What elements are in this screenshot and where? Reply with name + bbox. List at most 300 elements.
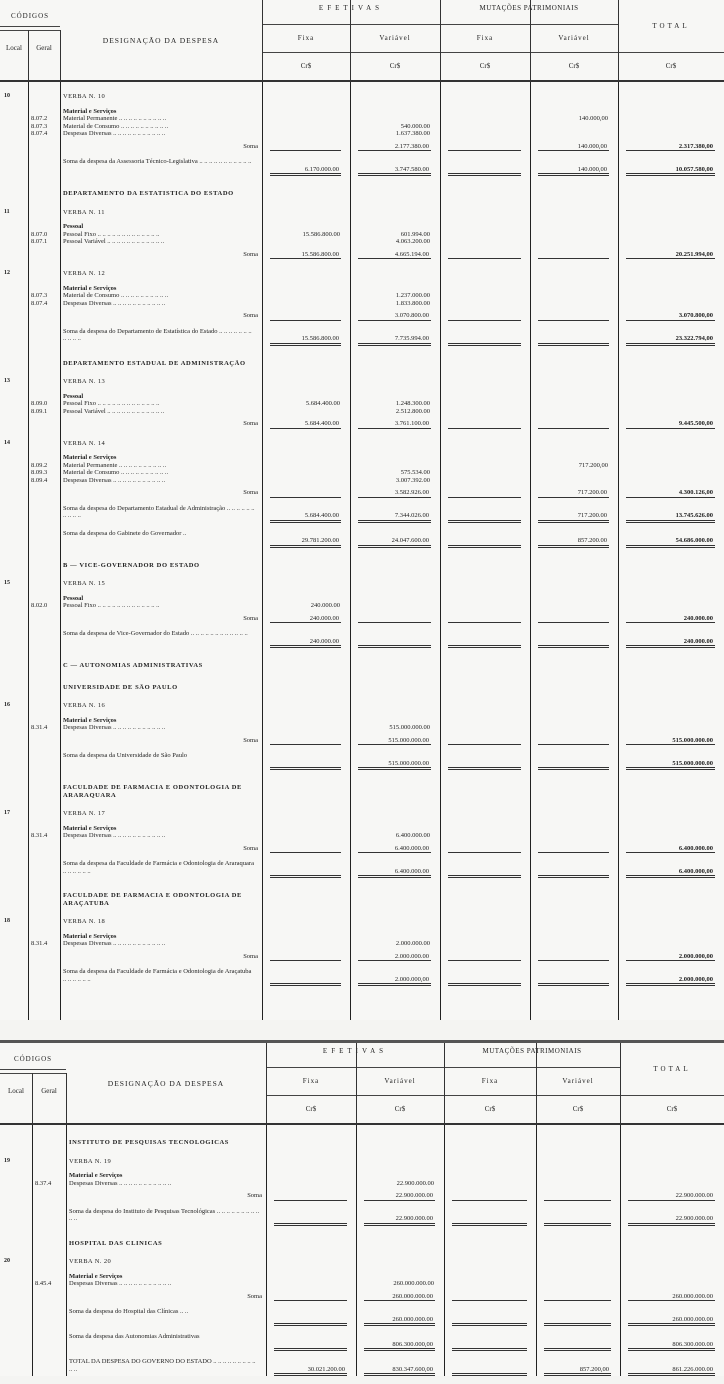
geral-code: 8.09.3: [31, 469, 48, 476]
geral-code: 8.09.1: [31, 407, 48, 415]
table-header: [0, 0, 724, 82]
geral-code: 8.09.2: [31, 461, 48, 469]
local-code: [0, 615, 28, 624]
total-value-cell: 10.057.580,00: [626, 158, 715, 176]
efetivas-variavel-cell: 2.000.000.00: [358, 953, 431, 962]
local-code: [0, 285, 28, 293]
geral-code: [28, 328, 60, 346]
geral-code: [28, 953, 60, 962]
soma-row: [0, 952, 724, 962]
local-code: [0, 892, 28, 907]
efetivas-label: EFETIVAS: [318, 4, 384, 12]
local-code: [0, 408, 28, 416]
verba-row: [0, 1258, 724, 1266]
designation: Soma: [243, 844, 258, 852]
efetivas-fixa-cell: [270, 312, 341, 321]
geral-code: 8.37.4: [35, 1179, 52, 1187]
designation: Material e Serviços: [69, 1172, 123, 1179]
mutacoes-variavel-cell: [544, 1293, 611, 1302]
group-row: [0, 454, 724, 462]
total-value-cell: 20.251.994,00: [626, 251, 715, 260]
line-item: [0, 300, 724, 308]
soma-row: [0, 1292, 724, 1302]
geral-code: [28, 158, 60, 176]
line-item: [0, 238, 724, 246]
verba-row: [0, 378, 724, 386]
designation: Material e Serviços: [63, 454, 117, 461]
local-code: 15: [4, 580, 10, 586]
geral-code: [32, 1192, 66, 1201]
geral-code: [32, 1293, 66, 1302]
local-code: [0, 223, 28, 231]
codigos-label: CÓDIGOS: [13, 1055, 53, 1063]
soma-row: [0, 311, 724, 321]
table-body: [0, 82, 724, 1020]
local-code: [0, 562, 28, 570]
line-item: [0, 1280, 724, 1288]
designation: Pessoal Variável .. .. .. .. .. .. .. .. .. .. .. ..: [63, 407, 165, 415]
geral-code: [28, 918, 60, 926]
designation: Pessoal: [63, 594, 84, 602]
subcol-label: Variável: [562, 1077, 594, 1085]
geral-code: [32, 1358, 66, 1376]
geral-code: [28, 717, 60, 725]
column-divider: [28, 30, 29, 80]
geral-code: 8.07.1: [31, 238, 48, 245]
mutacoes-variavel-cell: [538, 845, 609, 854]
local-code: [0, 602, 28, 610]
designation: Soma da despesa de Vice-Governador do Estado .. .. .. .. .. .. .. .. .. .. .. ..: [63, 630, 248, 637]
line-item: [0, 408, 724, 416]
geral-code: [28, 845, 60, 854]
mutacoes-variavel-cell: 140.000,00: [538, 158, 609, 176]
efetivas-fixa-cell: 5.684.400.00: [270, 420, 341, 429]
efetivas-variavel-cell: 515.000.000.00: [358, 737, 431, 746]
local-code: [0, 1293, 32, 1302]
efetivas-fixa-cell: [270, 143, 341, 152]
local-code: [0, 630, 28, 648]
designation: FACULDADE DE FARMACIA E ODONTOLOGIA DE ARAÇATUBA: [63, 892, 242, 907]
geral-code: [32, 1308, 66, 1326]
mutacoes-fixa-cell: [448, 158, 521, 176]
geral-label: Geral: [41, 1087, 57, 1095]
line-item: [0, 602, 724, 610]
efetivas-fixa-cell: [274, 1293, 347, 1302]
total-row: [0, 158, 724, 176]
local-code: 14: [4, 439, 10, 446]
efetivas-fixa-cell: 5.684.400.00: [270, 505, 341, 523]
mutacoes-fixa-cell: [448, 953, 521, 962]
table-header: [0, 1043, 724, 1125]
efetivas-variavel-cell: 6.400.000.00: [358, 845, 431, 854]
geral-code: [28, 860, 60, 878]
local-code: [0, 1172, 32, 1180]
local-code: [0, 860, 28, 878]
subcol-label: Variável: [558, 34, 590, 42]
designation: Soma: [247, 1192, 262, 1199]
geral-label: Geral: [36, 44, 52, 52]
designation: Soma: [243, 736, 258, 744]
local-code: 17: [4, 810, 10, 816]
geral-code: 8.07.4: [31, 130, 48, 137]
efetivas-variavel-cell: 3.007.392.00: [395, 476, 430, 484]
efetivas-variavel-cell: 22.900.000.00: [396, 1179, 434, 1187]
efetivas-fixa-cell: 6.170.000.00: [270, 158, 341, 176]
efetivas-fixa-cell: [274, 1192, 347, 1201]
verba-row: [0, 810, 724, 818]
geral-code: [28, 454, 60, 462]
local-code: [0, 300, 28, 308]
geral-code: [28, 737, 60, 746]
header-rule: [266, 1067, 620, 1068]
geral-code: 8.07.3: [31, 292, 48, 299]
mutacoes-variavel-cell: [538, 420, 609, 429]
total-value-cell: 2.317.380,00: [626, 143, 715, 152]
geral-code: [28, 285, 60, 293]
geral-code: [28, 440, 60, 448]
mutacoes-fixa-cell: [448, 328, 521, 346]
line-item: [0, 400, 724, 408]
local-code: 11: [4, 208, 10, 215]
efetivas-variavel-cell: [358, 615, 431, 624]
total-value-cell: 6.400.000,00: [626, 860, 715, 878]
designation: VERBA N. 16: [63, 702, 106, 709]
geral-code: [28, 93, 60, 101]
local-code: 19: [4, 1157, 10, 1164]
designation: VERBA N. 12: [63, 270, 106, 277]
geral-code: 8.09.0: [31, 400, 48, 407]
soma-row: [0, 419, 724, 429]
total-value-cell: 9.445.500,00: [626, 420, 715, 429]
designation: Material de Consumo .. .. .. .. .. .. .. .. .. ..: [63, 122, 169, 130]
column-divider: [536, 1043, 537, 1123]
efetivas-variavel-cell: 260.000.000.00: [364, 1308, 435, 1326]
efetivas-variavel-cell: 1.637.380.00: [395, 130, 430, 137]
local-code: [0, 360, 28, 368]
total-value-cell: 22.900.000.00: [628, 1208, 715, 1226]
geral-code: 8.31.4: [31, 940, 48, 947]
column-divider: [66, 1073, 67, 1123]
local-code: [0, 1139, 32, 1147]
mutacoes-variavel-cell: [538, 968, 609, 986]
mutacoes-label: MUTAÇÕES PATRIMONIAIS: [479, 4, 579, 12]
line-item: [0, 832, 724, 840]
section-row: [0, 684, 724, 692]
designation: Material e Serviços: [63, 932, 117, 940]
budget-page-2: [0, 1040, 724, 1376]
geral-code: [28, 562, 60, 570]
efetivas-variavel-cell: 6.400.000.00: [395, 832, 430, 839]
total-row: [0, 505, 724, 523]
mutacoes-fixa-cell: [452, 1358, 527, 1376]
geral-code: [32, 1139, 66, 1147]
local-code: [0, 940, 28, 948]
line-item: [0, 292, 724, 300]
currency-label: Cr$: [394, 1105, 406, 1113]
local-code: [0, 1280, 32, 1288]
geral-code: [32, 1208, 66, 1226]
designation: Despesas Diversas .. .. .. .. .. .. .. .. .. .. ..: [63, 724, 166, 731]
local-code: [0, 724, 28, 732]
designation: Material e Serviços: [69, 1272, 123, 1280]
local-code: [0, 1333, 32, 1351]
local-code: [0, 1180, 32, 1188]
designation: C — AUTONOMIAS ADMINISTRATIVAS: [63, 662, 203, 669]
header-rule: [618, 52, 724, 53]
efetivas-fixa-cell: 30.021.200.00: [274, 1358, 347, 1376]
designation: VERBA N. 19: [69, 1157, 112, 1165]
local-code: [0, 825, 28, 833]
designation: Pessoal Fixo .. .. .. .. .. .. .. .. .. .. .. .. ..: [63, 400, 160, 407]
designation: Pessoal Fixo .. .. .. .. .. .. .. .. .. .. .. .. ..: [63, 230, 160, 238]
designation: Soma: [243, 420, 258, 427]
designation: Pessoal: [63, 392, 84, 400]
efetivas-variavel-cell: 4.665.194.00: [358, 251, 431, 260]
geral-code: [28, 420, 60, 429]
total-value-cell: 861.226.000.00: [628, 1358, 715, 1376]
geral-code: [28, 378, 60, 386]
geral-code: [28, 684, 60, 692]
column-divider: [350, 0, 351, 80]
designation: Despesas Diversas .. .. .. .. .. .. .. .. .. .. ..: [63, 476, 166, 484]
geral-code: [32, 1258, 66, 1266]
header-rule: [0, 1069, 66, 1070]
verba-row: [0, 1158, 724, 1166]
mutacoes-fixa-cell: [448, 143, 521, 152]
geral-code: [28, 530, 60, 548]
local-code: [0, 1192, 32, 1201]
mutacoes-fixa-cell: [448, 630, 521, 648]
mutacoes-fixa-cell: [452, 1333, 527, 1351]
local-code: [0, 420, 28, 429]
efetivas-fixa-cell: [270, 489, 341, 498]
mutacoes-variavel-cell: [538, 860, 609, 878]
designation: VERBA N. 11: [63, 208, 105, 216]
currency-label: Cr$: [484, 1105, 496, 1113]
subcol-label: Variável: [384, 1077, 416, 1085]
efetivas-variavel-cell: 1.248.300.00: [395, 400, 430, 407]
geral-code: [28, 223, 60, 231]
local-code: [0, 1208, 32, 1226]
column-divider: [444, 1043, 445, 1123]
designation: Soma: [243, 250, 258, 258]
efetivas-fixa-cell: 240.000.00: [310, 602, 340, 609]
local-code: [0, 251, 28, 260]
local-code: 12: [4, 270, 10, 276]
geral-code: [28, 143, 60, 152]
efetivas-variavel-cell: 515.000.000.00: [389, 724, 430, 731]
geral-code: [28, 190, 60, 198]
geral-code: 8.07.4: [31, 299, 48, 307]
local-code: [0, 505, 28, 523]
soma-row: [0, 488, 724, 498]
efetivas-variavel-cell: 22.900.000.00: [364, 1192, 435, 1201]
local-code: [0, 400, 28, 408]
designacao-label: DESIGNAÇÃO DA DESPESA: [102, 36, 220, 45]
local-code: [0, 737, 28, 746]
designation: Pessoal Fixo .. .. .. .. .. .. .. .. .. .. .. .. ..: [63, 602, 160, 609]
designation: Despesas Diversas .. .. .. .. .. .. .. .. .. .. ..: [63, 299, 166, 307]
local-code: [0, 292, 28, 300]
efetivas-fixa-cell: [270, 953, 341, 962]
designation: Soma: [243, 614, 258, 622]
designation: Despesas Diversas .. .. .. .. .. .. .. .. .. .. ..: [63, 940, 166, 947]
total-row: [0, 630, 724, 648]
designation: Soma: [243, 952, 258, 960]
local-code: [0, 595, 28, 603]
local-code: [0, 489, 28, 498]
designation: Soma da despesa do Gabinete do Governador ..: [63, 529, 187, 537]
local-code: [0, 393, 28, 401]
mutacoes-fixa-cell: [452, 1293, 527, 1302]
efetivas-variavel-cell: 260.000.000.00: [393, 1280, 434, 1287]
total-value-cell: 54.686.000.00: [626, 530, 715, 548]
total-value-cell: 515.000.000.00: [626, 752, 715, 770]
geral-code: [28, 933, 60, 941]
local-code: [0, 115, 28, 123]
column-divider: [618, 0, 619, 80]
designation: VERBA N. 14: [63, 439, 106, 447]
efetivas-variavel-cell: 6.400.000.00: [358, 860, 431, 878]
geral-code: [28, 580, 60, 588]
efetivas-fixa-cell: [270, 752, 341, 770]
section-row: [0, 662, 724, 670]
designation: Soma da despesa da Faculdade de Farmácia e Odontologia de Araraquara .. .. .. .. .. ..: [63, 860, 254, 875]
mutacoes-variavel-cell: 140.000,00: [578, 115, 608, 122]
efetivas-variavel-cell: [358, 630, 431, 648]
verba-row: [0, 702, 724, 710]
group-row: [0, 285, 724, 293]
column-divider: [356, 1043, 357, 1123]
efetivas-variavel-cell: 3.747.580.00: [358, 158, 431, 176]
total-value-cell: 2.000.000,00: [626, 953, 715, 962]
geral-code: [28, 312, 60, 321]
section-row: [0, 562, 724, 570]
local-code: 18: [4, 918, 10, 924]
geral-code: [32, 1333, 66, 1351]
efetivas-variavel-cell: 4.063.200.00: [395, 238, 430, 245]
geral-code: [28, 702, 60, 710]
mutacoes-label: MUTAÇÕES PATRIMONIAIS: [482, 1047, 582, 1055]
efetivas-variavel-cell: 806.300.000,00: [364, 1333, 435, 1351]
local-code: 13: [4, 378, 10, 384]
efetivas-variavel-cell: 1.833.800.00: [395, 299, 430, 307]
geral-code: [28, 270, 60, 278]
total-value-cell: 515.000.000.00: [626, 737, 715, 746]
designation: Despesas Diversas .. .. .. .. .. .. .. .. .. .. ..: [69, 1179, 172, 1187]
designacao-label: DESIGNAÇÃO DA DESPESA: [107, 1079, 225, 1088]
mutacoes-variavel-cell: [544, 1208, 611, 1226]
column-divider: [266, 1043, 267, 1123]
designation: Despesas Diversas .. .. .. .. .. .. .. .. .. .. ..: [63, 832, 166, 839]
total-value-cell: 22.900.000.00: [628, 1192, 715, 1201]
group-row: [0, 1172, 724, 1180]
total-value-cell: 806.300.000.00: [628, 1333, 715, 1351]
column-divider: [262, 0, 263, 80]
efetivas-fixa-cell: 15.586.800.00: [270, 328, 341, 346]
subcol-label: Fixa: [297, 34, 315, 42]
efetivas-variavel-cell: 3.070.800.00: [358, 312, 431, 321]
efetivas-fixa-cell: 29.781.200.00: [270, 530, 341, 548]
local-code: [0, 784, 28, 799]
total-value-cell: 4.300.126,00: [626, 489, 715, 498]
efetivas-variavel-cell: 3.582.926.00: [358, 489, 431, 498]
designation: Soma: [243, 142, 258, 150]
group-row: [0, 108, 724, 116]
local-code: [0, 328, 28, 346]
designation: Soma da despesa do Departamento Estadual de Administração .. .. .. .. .. .. .. .. .. ..: [63, 504, 255, 519]
total-label: TOTAL: [653, 1065, 691, 1073]
column-divider: [32, 1073, 33, 1123]
efetivas-fixa-cell: 240.000.00: [270, 615, 341, 624]
currency-label: Cr$: [572, 1105, 584, 1113]
group-row: [0, 393, 724, 401]
verba-row: [0, 580, 724, 588]
geral-code: [28, 595, 60, 603]
mutacoes-fixa-cell: [448, 489, 521, 498]
local-code: [0, 953, 28, 962]
column-divider: [440, 0, 441, 80]
mutacoes-fixa-cell: [452, 1308, 527, 1326]
efetivas-variavel-cell: 2.000.000,00: [358, 968, 431, 986]
designation: Material e Serviços: [63, 107, 117, 115]
local-code: [0, 1240, 32, 1248]
line-item: [0, 724, 724, 732]
total-value-cell: 260.000.000.00: [628, 1308, 715, 1326]
designation: Material e Serviços: [63, 284, 117, 292]
designation: Material Permanente .. .. .. .. .. .. .. .. .. ..: [63, 115, 167, 122]
geral-code: 8.31.4: [31, 724, 48, 731]
local-code: [0, 845, 28, 854]
mutacoes-fixa-cell: [452, 1192, 527, 1201]
mutacoes-variavel-cell: [544, 1308, 611, 1326]
geral-code: 8.45.4: [35, 1280, 52, 1287]
mutacoes-variavel-cell: 717.200,00: [578, 461, 608, 469]
header-rule: [0, 1073, 66, 1074]
section-row: [0, 360, 724, 368]
line-item: [0, 477, 724, 485]
total-value-cell: 13.745.626.00: [626, 505, 715, 523]
soma-row: [0, 250, 724, 260]
geral-code: 8.07.2: [31, 115, 48, 122]
grand-row: [0, 1358, 724, 1376]
local-code: [0, 108, 28, 116]
geral-code: [28, 810, 60, 818]
header-rule: [0, 26, 60, 27]
local-code: [0, 477, 28, 485]
subcol-label: Fixa: [476, 34, 494, 42]
local-code: [0, 454, 28, 462]
local-code: [0, 1358, 32, 1376]
geral-code: [28, 489, 60, 498]
geral-code: 8.02.0: [31, 602, 48, 609]
currency-label: Cr$: [300, 62, 312, 70]
total-value-cell: 3.070.800,00: [626, 312, 715, 321]
designation: TOTAL DA DESPESA DO GOVERNO DO ESTADO .. .. .. .. .. .. .. .. .. .. ..: [69, 1358, 256, 1373]
designation: Soma: [243, 312, 258, 319]
geral-code: [28, 360, 60, 368]
efetivas-variavel-cell: 22.900.000.00: [364, 1208, 435, 1226]
local-code: [0, 1308, 32, 1326]
designation: INSTITUTO DE PESQUISAS TECNOLOGICAS: [69, 1139, 230, 1146]
efetivas-variavel-cell: 575.534.00: [400, 469, 430, 476]
efetivas-fixa-cell: [274, 1308, 347, 1326]
efetivas-fixa-cell: 15.586.800.00: [270, 251, 341, 260]
local-code: [0, 530, 28, 548]
total-value-cell: 6.400.000.00: [626, 845, 715, 854]
mutacoes-fixa-cell: [448, 968, 521, 986]
designation: VERBA N. 20: [69, 1258, 112, 1265]
